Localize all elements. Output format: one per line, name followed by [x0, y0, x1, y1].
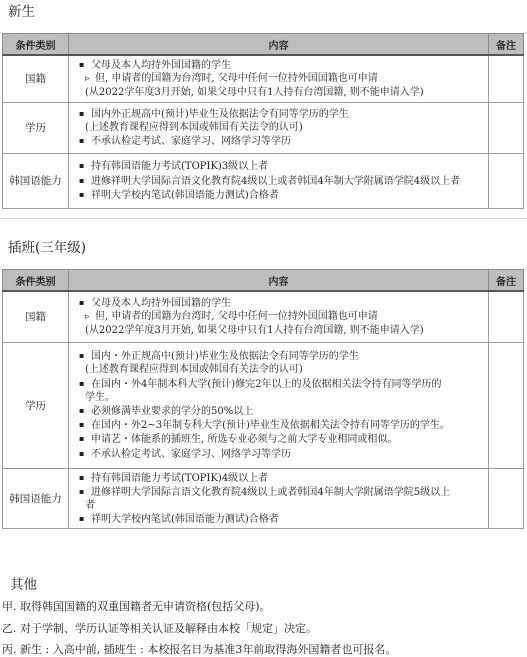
table-row	[3, 291, 524, 342]
section-title-freshman: 新生	[8, 4, 35, 20]
bullet-item: ▪ 在国内・外4年制本科大学(预计)修完2年以上的及依据相关法令持有同等学历的	[75, 377, 482, 391]
bullet-item: ▪ 持有韩国语能力考试(TOPIK)4级以上者	[75, 471, 482, 485]
sub-item: ▹ 但, 申请者的国籍为台湾时, 父母中任何一位持外国国籍也可申请	[75, 72, 482, 86]
section-divider	[0, 218, 527, 219]
other-note: 丙. 新生 : 入高中前, 插班生 : 本校报名日为基准3年前取得海外国籍者也可报名。	[2, 643, 397, 656]
bullet-item: ▪ 申请艺・体能系的插班生, 所选专业必须与之前大学专业相同或相似。	[75, 432, 482, 446]
table-body	[3, 291, 524, 529]
bullet-item: ▪ 不承认检定考试、家庭学习、网络学习等学历	[75, 134, 482, 148]
bullet-item: ▪ 进修祥明大学国际言语文化教育院4级以上或者韩国4年制大学附属语学院4级以上者	[75, 174, 482, 188]
bullet-item: ▪ 进修祥明大学国际言语文化教育院4级以上或者韩国4年制大学附属语学院5级以上	[75, 485, 482, 499]
bullet-item: ▪ 在国内・外2~3年制专科大学(预计)毕业生及依据相关法令持有同等学历的学生。	[75, 418, 482, 432]
bullet-item: ▪ 父母及本人均持外国国籍的学生	[75, 296, 482, 310]
category-cell: 国籍	[3, 55, 69, 102]
other-note: 乙. 对于学制、学历认证等相关认证及解释由本校「规定」决定。	[2, 622, 317, 635]
table-row	[3, 468, 524, 529]
other-note: 甲. 取得韩国国籍的双重国籍者无申请资格(包括父母)。	[2, 600, 271, 613]
bullet-item: ▪ 国内外正规高中(预计)毕业生及依据法令有同等学历的学生	[75, 107, 482, 121]
bullet-item: ▪ 不承认检定考试、家庭学习、网络学习等学历	[75, 447, 482, 461]
content-cell	[69, 342, 489, 468]
note-line: (从2022学年度3月开始, 如果父母中只有1人持有台湾国籍, 则不能申请入学)	[85, 87, 424, 99]
remarks-cell	[489, 153, 524, 208]
table-row	[3, 153, 524, 208]
remarks-cell	[489, 468, 524, 529]
content-cell	[69, 102, 489, 153]
remarks-cell	[489, 291, 524, 342]
remarks-cell	[489, 55, 524, 102]
bullet-item: ▪ 祥明大学校内笔试(韩国语能力测试)合格者	[75, 188, 482, 202]
content-cell	[69, 153, 489, 208]
header-remarks: 备注	[489, 270, 524, 292]
requirements-table-transfer	[2, 269, 524, 529]
section-title-transfer: 插班(三年级)	[8, 240, 87, 256]
table-row	[3, 342, 524, 468]
content-cell	[69, 55, 489, 102]
note-line: (上述教育课程应得到本国或韩国有关法令的认可)	[85, 122, 303, 133]
table-row	[3, 102, 524, 153]
category-cell: 国籍	[3, 291, 69, 342]
other-title: 其他	[10, 577, 37, 593]
bullet-item: ▪ 国内・外正规高中(预计)毕业生及依据法令有同等学历的学生	[75, 349, 482, 363]
table-row	[3, 55, 524, 102]
category-cell: 韩国语能力	[3, 153, 69, 208]
note-line: (上述教育课程应得到本国或韩国有关法令的认可)	[85, 364, 303, 376]
content-cell	[69, 291, 489, 342]
content-cell	[69, 468, 489, 529]
header-remarks: 备注	[489, 34, 524, 56]
bullet-item: ▪ 持有韩国语能力考试(TOPIK)3级以上者	[75, 159, 482, 173]
requirements-table-freshman	[2, 33, 524, 209]
table-body	[3, 55, 524, 208]
header-category: 条件类别	[3, 270, 69, 292]
header-content: 内容	[69, 34, 489, 56]
header-category: 条件类别	[3, 34, 69, 56]
header-content: 内容	[69, 270, 489, 292]
remarks-cell	[489, 102, 524, 153]
note-line: (从2022学年度3月开始, 如果父母中只有1人持有台湾国籍, 则不能申请入学)	[85, 325, 424, 337]
sub-item: ▹ 但, 申请者的国籍为台湾时, 父母中任何一位持外国国籍也可申请	[75, 310, 482, 324]
category-cell: 学历	[3, 342, 69, 468]
note-line: 者	[85, 499, 95, 511]
remarks-cell	[489, 342, 524, 468]
bullet-item: ▪ 祥明大学校内笔试(韩国语能力测试)合格者	[75, 512, 482, 526]
category-cell: 韩国语能力	[3, 468, 69, 529]
category-cell: 学历	[3, 102, 69, 153]
bullet-item: ▪ 父母及本人均持外国国籍的学生	[75, 58, 482, 72]
bullet-item: ▪ 必须修满毕业要求的学分的50%以上	[75, 404, 482, 418]
note-line: 学生。	[85, 391, 115, 403]
